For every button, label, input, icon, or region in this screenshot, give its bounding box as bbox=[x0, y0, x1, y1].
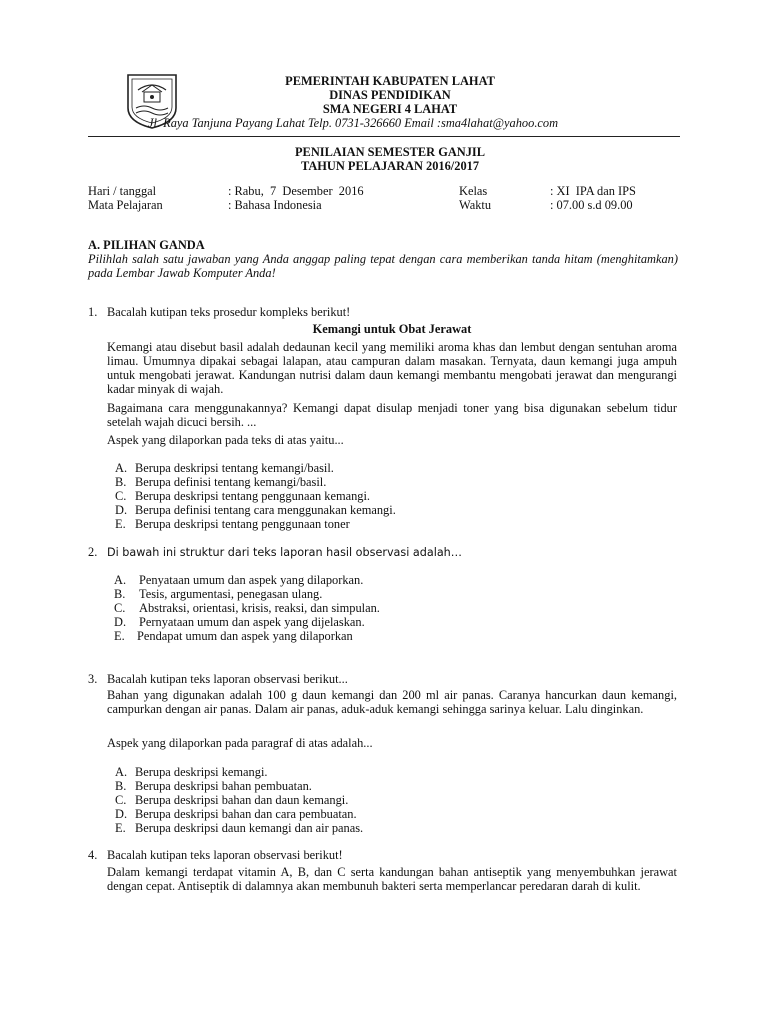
option-letter: B. bbox=[115, 475, 127, 489]
option-text: Berupa deskripsi bahan dan cara pembuatan. bbox=[135, 807, 357, 821]
option-letter: E. bbox=[115, 517, 126, 531]
option-text: Berupa deskripsi tentang penggunaan kemangi. bbox=[135, 489, 371, 503]
section-a-instruction: Pilihlah salah satu jawaban yang Anda anggap paling tepat dengan cara memberikan tanda hitam (menghitamkan) pada Lembar Jawab Komputer Anda! bbox=[88, 252, 678, 280]
class-label: Kelas bbox=[459, 184, 488, 198]
option-text: Berupa definisi tentang cara menggunakan kemangi. bbox=[135, 503, 396, 517]
option-letter: C. bbox=[115, 489, 127, 503]
option-text: Berupa deskripsi bahan pembuatan. bbox=[135, 779, 312, 793]
option-letter: D. bbox=[114, 615, 127, 629]
option-text: Berupa deskripsi daun kemangi dan air panas. bbox=[135, 821, 364, 835]
header-line-3: SMA NEGERI 4 LAHAT bbox=[322, 102, 458, 116]
option-letter: A. bbox=[115, 461, 128, 475]
header-divider bbox=[88, 136, 680, 137]
question-text: Bacalah kutipan teks laporan observasi berikut... bbox=[107, 672, 348, 686]
q1-option-e[interactable] bbox=[115, 517, 350, 531]
q1-question: Aspek yang dilaporkan pada teks di atas yaitu... bbox=[107, 433, 344, 447]
question-2-prompt bbox=[88, 545, 462, 560]
q1-option-d[interactable] bbox=[115, 503, 396, 517]
school-address: Jl. Raya Tanjuna Payang Lahat Telp. 0731-326660 Email :sma4lahat@yahoo.com bbox=[148, 116, 559, 130]
question-number: 1. bbox=[88, 305, 98, 319]
option-text: Pernyataan umum dan aspek yang dijelaskan. bbox=[139, 615, 365, 629]
q3-option-b[interactable] bbox=[115, 779, 312, 793]
option-letter: E. bbox=[114, 629, 125, 643]
q1-option-c[interactable] bbox=[115, 489, 370, 503]
header-line-1: PEMERINTAH KABUPATEN LAHAT bbox=[285, 74, 495, 88]
header-line-2: DINAS PENDIDIKAN bbox=[329, 88, 451, 102]
option-text: Berupa deskripsi tentang penggunaan toner bbox=[135, 517, 350, 531]
section-a-title: A. PILIHAN GANDA bbox=[88, 238, 205, 252]
day-label: Hari / tanggal bbox=[88, 184, 157, 198]
option-letter: B. bbox=[114, 587, 126, 601]
question-number: 2. bbox=[88, 545, 98, 559]
option-text: Berupa deskripsi kemangi. bbox=[135, 765, 268, 779]
option-letter: B. bbox=[115, 779, 127, 793]
question-number: 4. bbox=[88, 848, 98, 862]
q2-option-e[interactable] bbox=[114, 629, 353, 643]
option-text: Berupa deskripsi tentang kemangi/basil. bbox=[135, 461, 334, 475]
option-text: Penyataan umum dan aspek yang dilaporkan. bbox=[139, 573, 364, 587]
day-value: : Rabu, 7 Desember 2016 bbox=[228, 184, 364, 198]
option-letter: E. bbox=[115, 821, 126, 835]
q3-option-c[interactable] bbox=[115, 793, 348, 807]
option-text: Berupa deskripsi bahan dan daun kemangi. bbox=[135, 793, 349, 807]
option-letter: C. bbox=[115, 793, 127, 807]
question-text: Bacalah kutipan teks laporan observasi berikut! bbox=[107, 848, 343, 862]
q2-option-a[interactable] bbox=[114, 573, 363, 587]
class-value: : XI IPA dan IPS bbox=[550, 184, 636, 198]
option-letter: C. bbox=[114, 601, 126, 615]
time-value: : 07.00 s.d 09.00 bbox=[550, 198, 633, 212]
q3-paragraph-1: Bahan yang digunakan adalah 100 g daun kemangi dan 200 ml air panas. Caranya hancurkan daun kemangi, campurkan dengan air panas. Dalam air panas, aduk-aduk kemangi sehingga sarinya keluar. Lalu dinginkan. bbox=[107, 688, 677, 716]
question-1-prompt bbox=[88, 305, 350, 319]
option-text: Tesis, argumentasi, penegasan ulang. bbox=[139, 587, 323, 601]
exam-title: PENILAIAN SEMESTER GANJIL bbox=[294, 145, 486, 159]
q1-option-b[interactable] bbox=[115, 475, 326, 489]
option-letter: D. bbox=[115, 807, 128, 821]
academic-year: TAHUN PELAJARAN 2016/2017 bbox=[300, 159, 480, 173]
q3-question: Aspek yang dilaporkan pada paragraf di atas adalah... bbox=[107, 736, 373, 750]
question-text: Bacalah kutipan teks prosedur kompleks berikut! bbox=[107, 305, 351, 319]
subject-label: Mata Pelajaran bbox=[88, 198, 163, 212]
q3-option-a[interactable] bbox=[115, 765, 267, 779]
question-number: 3. bbox=[88, 672, 98, 686]
text-title: Kemangi untuk Obat Jerawat bbox=[312, 322, 472, 336]
q3-option-e[interactable] bbox=[115, 821, 363, 835]
question-text: Di bawah ini struktur dari teks laporan hasil observasi adalah… bbox=[107, 546, 462, 559]
option-letter: A. bbox=[114, 573, 127, 587]
q4-paragraph-1: Dalam kemangi terdapat vitamin A, B, dan C serta kandungan bahan antiseptik yang menyembuhkan jerawat dengan cepat. Antiseptik di dalamnya akan membunuh bakteri serta memperlancar peredaran darah di kulit. bbox=[107, 865, 677, 893]
option-letter: D. bbox=[115, 503, 128, 517]
question-3-prompt bbox=[88, 672, 348, 686]
q2-option-d[interactable] bbox=[114, 615, 365, 629]
q1-option-a[interactable] bbox=[115, 461, 334, 475]
question-4-prompt bbox=[88, 848, 343, 862]
option-text: Abstraksi, orientasi, krisis, reaksi, dan simpulan. bbox=[139, 601, 380, 615]
q2-option-c[interactable] bbox=[114, 601, 380, 615]
q1-paragraph-2: Bagaimana cara menggunakannya? Kemangi dapat disulap menjadi toner yang bisa digunakan sebelum tidur setelah wajah dicuci bersih. ... bbox=[107, 401, 677, 429]
q1-paragraph-1: Kemangi atau disebut basil adalah dedaunan kecil yang memiliki aroma khas dan lembut dengan sentuhan aroma limau. Umumnya dipakai sebagai lalapan, atau campuran dalam masakan. Ternyata, daun kemangi juga ampuh untuk mengobati jerawat. Kandungan nutrisi dalam daun kemangi membantu mengobati jerawat dan mengurangi kadar minyak di wajah. bbox=[107, 340, 677, 396]
time-label: Waktu bbox=[459, 198, 492, 212]
q3-option-d[interactable] bbox=[115, 807, 357, 821]
q2-option-b[interactable] bbox=[114, 587, 322, 601]
subject-value: : Bahasa Indonesia bbox=[228, 198, 322, 212]
option-text: Pendapat umum dan aspek yang dilaporkan bbox=[137, 629, 353, 643]
option-text: Berupa definisi tentang kemangi/basil. bbox=[135, 475, 327, 489]
option-letter: A. bbox=[115, 765, 128, 779]
